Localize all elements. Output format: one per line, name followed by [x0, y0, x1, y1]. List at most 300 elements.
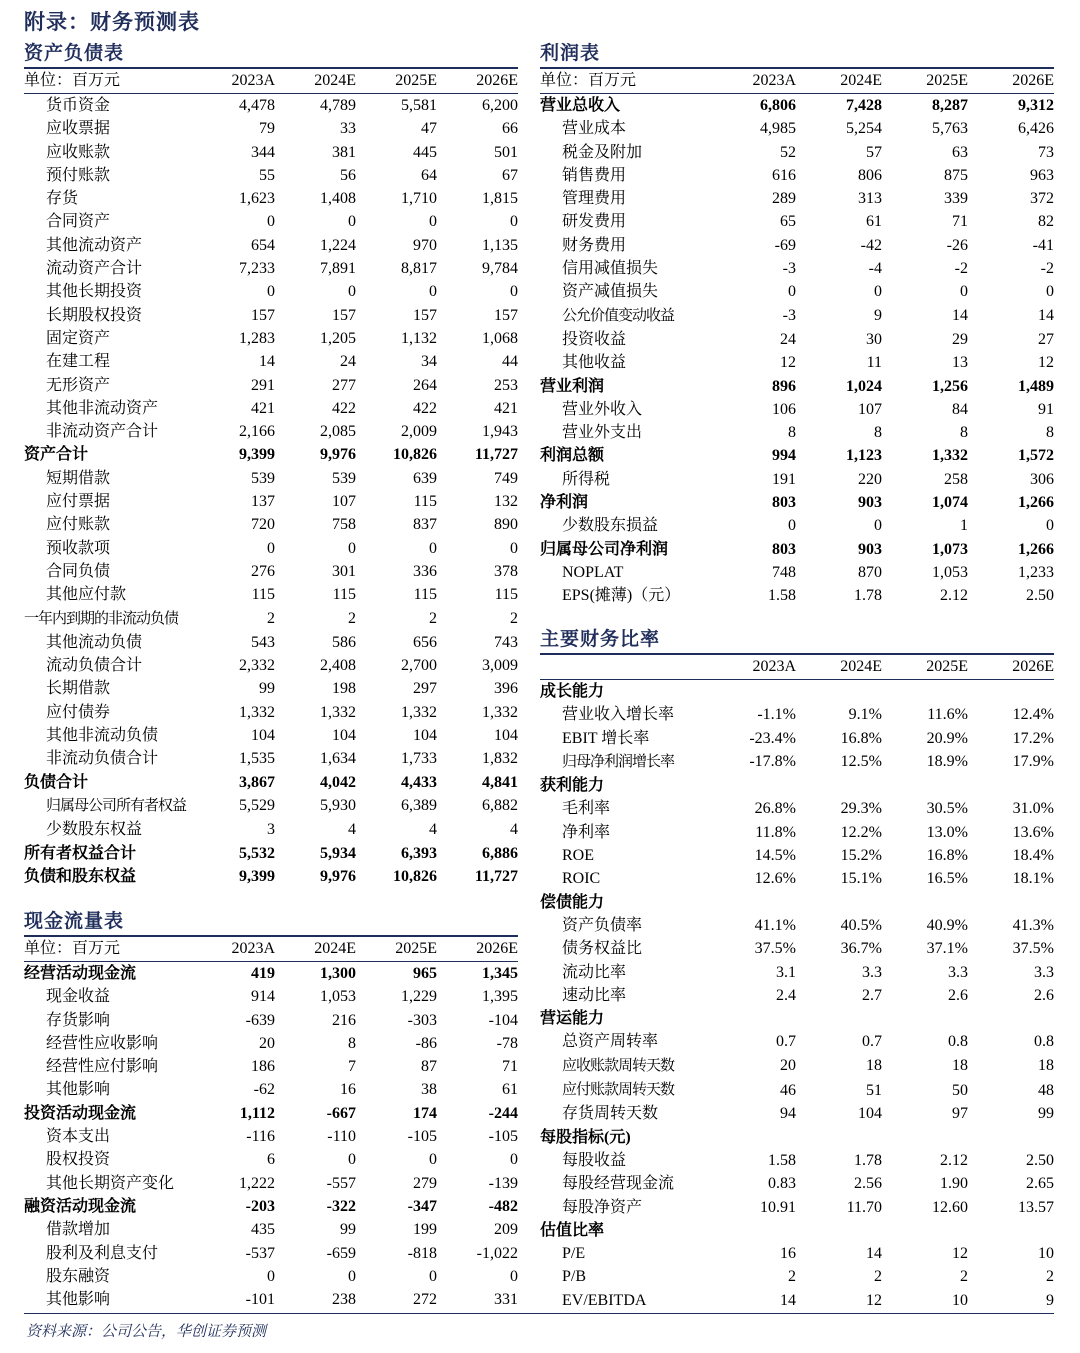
balance-sheet-value-cell: 99	[259, 680, 275, 698]
ratios-label-cell	[540, 914, 710, 937]
income-statement-year-header: 2023A	[710, 69, 796, 94]
balance-sheet-label-cell	[24, 771, 194, 794]
ratios-value-cell: 18.4%	[1012, 847, 1054, 865]
ratios-value-cell	[710, 1126, 796, 1149]
income-statement-value-cell: 6,426	[1018, 120, 1054, 138]
cash-flow-year-header: 2023A	[194, 937, 275, 962]
balance-sheet-row-label: 非流动负债合计	[46, 750, 159, 768]
income-statement-row	[540, 94, 1054, 118]
cash-flow-value-cell: 1,300	[320, 965, 356, 982]
ratios-row-label: 毛利率	[562, 800, 611, 818]
ratios-row	[540, 727, 1054, 750]
income-statement-row-label: 营业总收入	[540, 97, 621, 114]
balance-sheet-value-cell: 115	[494, 586, 518, 604]
ratios-row	[540, 750, 1054, 774]
ratios-value-cell: 18.9%	[926, 753, 968, 771]
balance-sheet-row	[24, 443, 518, 466]
cash-flow-row-label: 借款增加	[46, 1221, 111, 1239]
income-statement-table	[540, 69, 1054, 608]
balance-sheet-year-header: 2023A	[194, 69, 275, 94]
income-statement-value-cell: 1,256	[932, 377, 968, 395]
balance-sheet-value-cell: 1,710	[401, 190, 437, 208]
balance-sheet-value-cell: 297	[413, 680, 437, 698]
income-statement-row-label: 销售费用	[562, 166, 627, 184]
ratios-row-label: 净利率	[562, 823, 611, 841]
ratios-row	[540, 984, 1054, 1007]
balance-sheet-value-cell: 5,930	[320, 797, 356, 815]
cash-flow-value-cell: -537	[245, 1244, 275, 1262]
ratios-label-cell	[540, 1196, 710, 1219]
cash-flow-value-cell: 419	[251, 965, 275, 982]
income-statement-row	[540, 584, 1054, 607]
cash-flow-value-cell: 0	[348, 1151, 356, 1169]
income-statement-label-cell	[540, 94, 710, 118]
ratios-row	[540, 774, 1054, 797]
ratios-row-label: ROIC	[562, 870, 601, 888]
balance-sheet-row-label: 预付账款	[46, 166, 111, 184]
balance-sheet-row-label: 其他流动负债	[46, 633, 143, 651]
income-statement-value-cell: 52	[780, 143, 796, 161]
cash-flow-row-label: 其他长期资产变化	[46, 1174, 175, 1192]
balance-sheet-value-cell: 4	[429, 821, 437, 839]
ratios-value-cell: 104	[858, 1105, 882, 1123]
income-statement-value-cell: 803	[772, 540, 796, 558]
income-statement-row-label: 所得税	[562, 470, 611, 488]
balance-sheet-value-cell: 758	[332, 516, 356, 534]
balance-sheet-value-cell: 1,943	[482, 423, 518, 441]
income-statement-label-cell	[540, 491, 710, 514]
income-statement-value-cell: -42	[860, 236, 882, 254]
balance-sheet-row-label: 其他非流动负债	[46, 727, 159, 745]
cash-flow-row	[24, 1265, 518, 1288]
balance-sheet-value-cell: 115	[332, 586, 356, 604]
cash-flow-label-cell	[24, 1195, 194, 1218]
income-statement-value-cell: 13	[952, 354, 968, 372]
balance-sheet-label-cell	[24, 794, 194, 818]
income-statement-value-cell: -69	[774, 236, 796, 254]
balance-sheet-value-cell: 3,867	[239, 773, 275, 791]
ratios-label-cell	[540, 961, 710, 984]
ratios-label-cell	[540, 797, 710, 820]
ratios-label-cell	[540, 1126, 710, 1149]
balance-sheet-value-cell: 301	[332, 562, 356, 580]
balance-sheet-value-cell: 8,817	[401, 260, 437, 278]
balance-sheet-value-cell: 2,009	[401, 423, 437, 441]
cash-flow-value-cell: -557	[326, 1174, 356, 1192]
ratios-value-cell	[710, 891, 796, 914]
cash-flow-year-header: 2024E	[275, 937, 356, 962]
ratios-label-cell	[540, 1078, 710, 1102]
ratios-row	[540, 797, 1054, 820]
income-statement-label-cell	[540, 561, 710, 584]
balance-sheet-row	[24, 771, 518, 794]
ratios-label-cell	[540, 1265, 710, 1288]
balance-sheet-label-cell	[24, 374, 194, 397]
cash-flow-value-cell: -347	[407, 1197, 437, 1215]
income-statement-value-cell: 8	[874, 424, 882, 442]
balance-sheet-row	[24, 280, 518, 303]
ratios-value-cell	[968, 774, 1054, 797]
ratios-value-cell: 2.4	[776, 986, 796, 1004]
cash-flow-value-cell: 174	[413, 1104, 437, 1122]
income-statement-value-cell: 0	[874, 517, 882, 535]
cash-flow-value-cell: 216	[332, 1011, 356, 1029]
balance-sheet-value-cell: 253	[494, 376, 518, 394]
cash-flow-value-cell: 0	[348, 1267, 356, 1285]
ratios-row	[540, 703, 1054, 726]
balance-sheet-value-cell: 422	[413, 399, 437, 417]
ratios-table	[540, 655, 1054, 1312]
income-statement-value-cell: 1,074	[932, 494, 968, 512]
cash-flow-label-cell	[24, 1148, 194, 1171]
ratios-value-cell: 2.50	[1026, 1151, 1054, 1169]
cash-flow-row-label: 股权投资	[46, 1151, 111, 1169]
cash-flow-year-header: 2026E	[437, 937, 518, 962]
ratios-value-cell: 2.7	[862, 986, 882, 1004]
cash-flow-label-cell	[24, 1288, 194, 1311]
cash-flow-row-label: 投资活动现金流	[24, 1104, 137, 1122]
income-statement-value-cell: 5,763	[932, 120, 968, 138]
income-statement-row-label: 归属母公司净利润	[540, 540, 669, 558]
cash-flow-row	[24, 1288, 518, 1311]
balance-sheet-value-cell: 157	[413, 306, 437, 324]
income-statement-value-cell: 963	[1030, 166, 1054, 184]
balance-sheet-label-cell	[24, 747, 194, 770]
ratios-value-cell: 12	[952, 1245, 968, 1263]
income-statement-row-label: 利润总额	[540, 447, 605, 465]
income-statement-label-cell	[540, 164, 710, 187]
balance-sheet-label-cell	[24, 257, 194, 280]
ratios-value-cell	[882, 1219, 968, 1242]
balance-sheet-value-cell: 6,882	[482, 797, 518, 815]
cash-flow-row-label: 融资活动现金流	[24, 1197, 137, 1215]
ratios-value-cell	[796, 1219, 882, 1242]
balance-sheet-row-label: 应付债券	[46, 703, 111, 721]
ratios-value-cell: 20	[780, 1057, 796, 1075]
cash-flow-value-cell: -667	[326, 1104, 356, 1122]
ratios-row	[540, 1126, 1054, 1149]
balance-sheet-label-cell	[24, 94, 194, 118]
balance-sheet-row-label: 应收票据	[46, 120, 111, 138]
income-statement-value-cell: 289	[772, 190, 796, 208]
balance-sheet-value-cell: 157	[494, 306, 518, 324]
balance-sheet-value-cell: 5,581	[401, 97, 437, 114]
balance-sheet-label-cell	[24, 210, 194, 233]
ratios-value-cell: 14.5%	[754, 847, 796, 865]
balance-sheet-value-cell: 743	[494, 633, 518, 651]
balance-sheet-value-cell: 10,826	[393, 867, 437, 885]
ratios-row-label: 营业收入增长率	[562, 706, 675, 724]
balance-sheet-row-label: 其他流动资产	[46, 236, 143, 254]
cash-flow-value-cell: 7	[348, 1058, 356, 1076]
cash-flow-value-cell: 914	[251, 988, 275, 1006]
balance-sheet-value-cell: 0	[267, 213, 275, 231]
balance-sheet-value-cell: 34	[421, 353, 437, 371]
balance-sheet-value-cell: 0	[429, 539, 437, 557]
balance-sheet-value-cell: 1,332	[320, 703, 356, 721]
balance-sheet-value-cell: 1,623	[239, 190, 275, 208]
income-statement-value-cell: 27	[1038, 330, 1054, 348]
income-statement-value-cell: 84	[952, 400, 968, 418]
cash-flow-value-cell: 1,345	[482, 965, 518, 982]
balance-sheet-value-cell: 9,399	[239, 867, 275, 885]
ratios-value-cell: 11.70	[846, 1198, 882, 1216]
ratios-value-cell: 12.2%	[840, 823, 882, 841]
balance-sheet-value-cell: 1,535	[239, 750, 275, 768]
balance-sheet-row	[24, 210, 518, 233]
income-statement-value-cell: 803	[772, 494, 796, 512]
balance-sheet-value-cell: 1,733	[401, 750, 437, 768]
cash-flow-row-label: 经营活动现金流	[24, 965, 137, 982]
cash-flow-value-cell: 1,229	[401, 988, 437, 1006]
cash-flow-value-cell: -105	[407, 1128, 437, 1146]
income-statement-row-label: 研发费用	[562, 213, 627, 231]
ratios-row-label: P/B	[562, 1268, 587, 1286]
income-statement-year-header: 2026E	[968, 69, 1054, 94]
income-statement-row-label: 营业成本	[562, 120, 627, 138]
ratios-value-cell: 16.8%	[840, 729, 882, 747]
cash-flow-value-cell: 0	[267, 1267, 275, 1285]
cash-flow-row	[24, 1242, 518, 1265]
ratios-row	[540, 1030, 1054, 1053]
cash-flow-value-cell: -86	[415, 1034, 437, 1052]
balance-sheet-label-cell	[24, 443, 194, 466]
cash-flow-value-cell: 435	[251, 1221, 275, 1239]
balance-sheet-row-label: 长期借款	[46, 680, 111, 698]
ratios-row-label: 每股指标(元)	[540, 1128, 631, 1146]
footer-divider	[24, 1313, 1054, 1314]
ratios-value-cell: 11.6%	[927, 706, 968, 724]
ratios-value-cell: 1.90	[940, 1175, 968, 1193]
ratios-value-cell: 0.8	[948, 1033, 968, 1051]
income-statement-value-cell: 1,053	[932, 563, 968, 581]
ratios-value-cell	[882, 1126, 968, 1149]
cash-flow-value-cell: -322	[326, 1197, 356, 1215]
ratios-value-cell: 10	[952, 1291, 968, 1309]
balance-sheet-value-cell: 4,042	[320, 773, 356, 791]
ratios-value-cell: 12	[866, 1291, 882, 1309]
income-statement-title: 利润表	[540, 40, 1054, 69]
income-statement-value-cell: 2.50	[1026, 587, 1054, 605]
balance-sheet-label-cell	[24, 607, 194, 631]
income-statement-label-cell	[540, 584, 710, 607]
ratios-value-cell: 20.9%	[926, 729, 968, 747]
cash-flow-value-cell: -62	[253, 1081, 275, 1099]
cash-flow-value-cell: 331	[494, 1291, 518, 1309]
balance-sheet-value-cell: 56	[340, 166, 356, 184]
cash-flow-row-label: 经营性应收影响	[46, 1034, 159, 1052]
ratios-label-cell	[540, 1219, 710, 1242]
income-statement-value-cell: 1,024	[846, 377, 882, 395]
balance-sheet-value-cell: 115	[251, 586, 275, 604]
income-statement-year-header: 2025E	[882, 69, 968, 94]
balance-sheet-row	[24, 94, 518, 118]
ratios-label-cell	[540, 680, 710, 704]
ratios-value-cell: 18	[866, 1057, 882, 1075]
balance-sheet-label-cell	[24, 117, 194, 140]
balance-sheet-value-cell: 276	[251, 562, 275, 580]
ratios-row-label: 应收账款周转天数	[562, 1057, 675, 1074]
ratios-value-cell: 1.58	[768, 1151, 796, 1169]
income-statement-row-label: 净利润	[540, 494, 589, 512]
cash-flow-row	[24, 1172, 518, 1195]
balance-sheet-row	[24, 257, 518, 280]
ratios-value-cell: 2.6	[948, 986, 968, 1004]
income-statement-value-cell: 0	[960, 283, 968, 301]
balance-sheet-value-cell: 2	[267, 610, 275, 628]
income-statement-row	[540, 117, 1054, 140]
ratios-label-cell	[540, 703, 710, 726]
income-statement-row	[540, 234, 1054, 257]
cash-flow-value-cell: -101	[245, 1291, 275, 1309]
balance-sheet-value-cell: 890	[494, 516, 518, 534]
ratios-row	[540, 867, 1054, 890]
cash-flow-row-label: 存货影响	[46, 1011, 111, 1029]
balance-sheet-row	[24, 842, 518, 865]
income-statement-value-cell: 8	[960, 424, 968, 442]
balance-sheet-row	[24, 747, 518, 770]
balance-sheet-value-cell: 0	[429, 213, 437, 231]
ratios-value-cell: 0.7	[862, 1033, 882, 1051]
balance-sheet-row	[24, 490, 518, 513]
income-statement-value-cell: 870	[858, 563, 882, 581]
ratios-value-cell: 16.5%	[926, 870, 968, 888]
balance-sheet-row-label: 流动资产合计	[46, 260, 143, 278]
balance-sheet-value-cell: 1,332	[482, 703, 518, 721]
ratios-row	[540, 1172, 1054, 1195]
balance-sheet-value-cell: 1,332	[401, 703, 437, 721]
income-statement-value-cell: 4,985	[760, 120, 796, 138]
ratios-value-cell	[882, 680, 968, 704]
income-statement-value-cell: 30	[866, 330, 882, 348]
cash-flow-label-cell	[24, 1078, 194, 1101]
balance-sheet-value-cell: 104	[413, 727, 437, 745]
ratios-row	[540, 1265, 1054, 1288]
balance-sheet-value-cell: 44	[502, 353, 518, 371]
balance-sheet-value-cell: 132	[494, 493, 518, 511]
income-statement-value-cell: -41	[1032, 236, 1054, 254]
balance-sheet-value-cell: 157	[251, 306, 275, 324]
ratios-value-cell: 2.12	[940, 1151, 968, 1169]
income-statement-value-cell: 14	[952, 307, 968, 325]
ratios-value-cell: 3.3	[1034, 963, 1054, 981]
income-statement-row	[540, 514, 1054, 537]
ratios-value-cell: 99	[1038, 1105, 1054, 1123]
balance-sheet-row	[24, 141, 518, 164]
ratios-value-cell	[968, 680, 1054, 704]
balance-sheet-label-cell	[24, 420, 194, 443]
income-statement-value-cell: 0	[874, 283, 882, 301]
balance-sheet-value-cell: 639	[413, 469, 437, 487]
ratios-row	[540, 1054, 1054, 1078]
income-statement-label-cell	[540, 444, 710, 467]
balance-sheet-value-cell: 264	[413, 376, 437, 394]
cash-flow-value-cell: 61	[502, 1081, 518, 1099]
balance-sheet-value-cell: 55	[259, 166, 275, 184]
cash-flow-row-label: 其他影响	[46, 1081, 111, 1099]
income-statement-value-cell: 0	[1046, 283, 1054, 301]
cash-flow-value-cell: 279	[413, 1174, 437, 1192]
cash-flow-value-cell: 0	[510, 1267, 518, 1285]
balance-sheet-value-cell: 586	[332, 633, 356, 651]
cash-flow-row-label: 股利及利息支付	[46, 1244, 159, 1262]
balance-sheet-label-cell	[24, 631, 194, 654]
balance-sheet-row	[24, 327, 518, 350]
cash-flow-value-cell: 199	[413, 1221, 437, 1239]
balance-sheet-row	[24, 865, 518, 888]
ratios-row	[540, 914, 1054, 937]
income-statement-row-label: 税金及附加	[562, 143, 643, 161]
cash-flow-row	[24, 1102, 518, 1125]
page-title: 附录：财务预测表	[24, 10, 200, 34]
cash-flow-row-label: 经营性应付影响	[46, 1058, 159, 1076]
cash-flow-label-cell	[24, 1009, 194, 1032]
cash-flow-value-cell: -818	[407, 1244, 437, 1262]
balance-sheet-value-cell: 2	[510, 610, 518, 628]
cash-flow-row	[24, 1195, 518, 1218]
ratios-row-label: ROE	[562, 847, 594, 865]
balance-sheet-value-cell: 0	[348, 539, 356, 557]
income-statement-row-label: 营业外收入	[562, 400, 643, 418]
ratios-value-cell	[796, 680, 882, 704]
balance-sheet-value-cell: 9,784	[482, 260, 518, 278]
ratios-value-cell: 31.0%	[1012, 800, 1054, 818]
balance-sheet-row	[24, 631, 518, 654]
ratios-year-header: 2024E	[796, 655, 882, 680]
ratios-year-header: 2023A	[710, 655, 796, 680]
balance-sheet-value-cell: 107	[332, 493, 356, 511]
balance-sheet-value-cell: 6,200	[482, 97, 518, 114]
balance-sheet-value-cell: 2,332	[239, 657, 275, 675]
balance-sheet-value-cell: 9,976	[320, 867, 356, 885]
cash-flow-value-cell: 0	[429, 1151, 437, 1169]
balance-sheet-row	[24, 350, 518, 373]
balance-sheet-label-cell	[24, 327, 194, 350]
income-statement-value-cell: -3	[782, 260, 796, 278]
ratios-value-cell: 37.5%	[754, 940, 796, 958]
cash-flow-row	[24, 962, 518, 986]
income-statement-value-cell: 806	[858, 166, 882, 184]
balance-sheet-value-cell: 1,332	[239, 703, 275, 721]
income-statement-value-cell: 91	[1038, 400, 1054, 418]
cash-flow-row-label: 现金收益	[46, 988, 111, 1006]
income-statement-row-label: NOPLAT	[562, 563, 624, 581]
income-statement-value-cell: 220	[858, 470, 882, 488]
ratios-label-cell	[540, 1007, 710, 1030]
cash-flow-value-cell: -303	[407, 1011, 437, 1029]
ratios-value-cell: 50	[952, 1081, 968, 1099]
balance-sheet-value-cell: 104	[494, 727, 518, 745]
income-statement-value-cell: 903	[858, 494, 882, 512]
balance-sheet-value-cell: 421	[494, 399, 518, 417]
income-statement-value-cell: 82	[1038, 213, 1054, 231]
income-statement-value-cell: 903	[858, 540, 882, 558]
income-statement-label-cell	[540, 234, 710, 257]
income-statement-label-cell	[540, 421, 710, 444]
balance-sheet-row-label: 应付票据	[46, 493, 111, 511]
balance-sheet-value-cell: 1,135	[482, 236, 518, 254]
balance-sheet-label-cell	[24, 724, 194, 747]
income-statement-row	[540, 141, 1054, 164]
balance-sheet-value-cell: 4	[348, 821, 356, 839]
ratios-row	[540, 1242, 1054, 1265]
ratios-row-label: EBIT 增长率	[562, 729, 650, 747]
cash-flow-value-cell: -105	[488, 1128, 518, 1146]
ratios-value-cell: 17.9%	[1012, 753, 1054, 771]
balance-sheet-row	[24, 374, 518, 397]
balance-sheet-value-cell: 4,433	[401, 773, 437, 791]
cash-flow-year-header: 2025E	[356, 937, 437, 962]
